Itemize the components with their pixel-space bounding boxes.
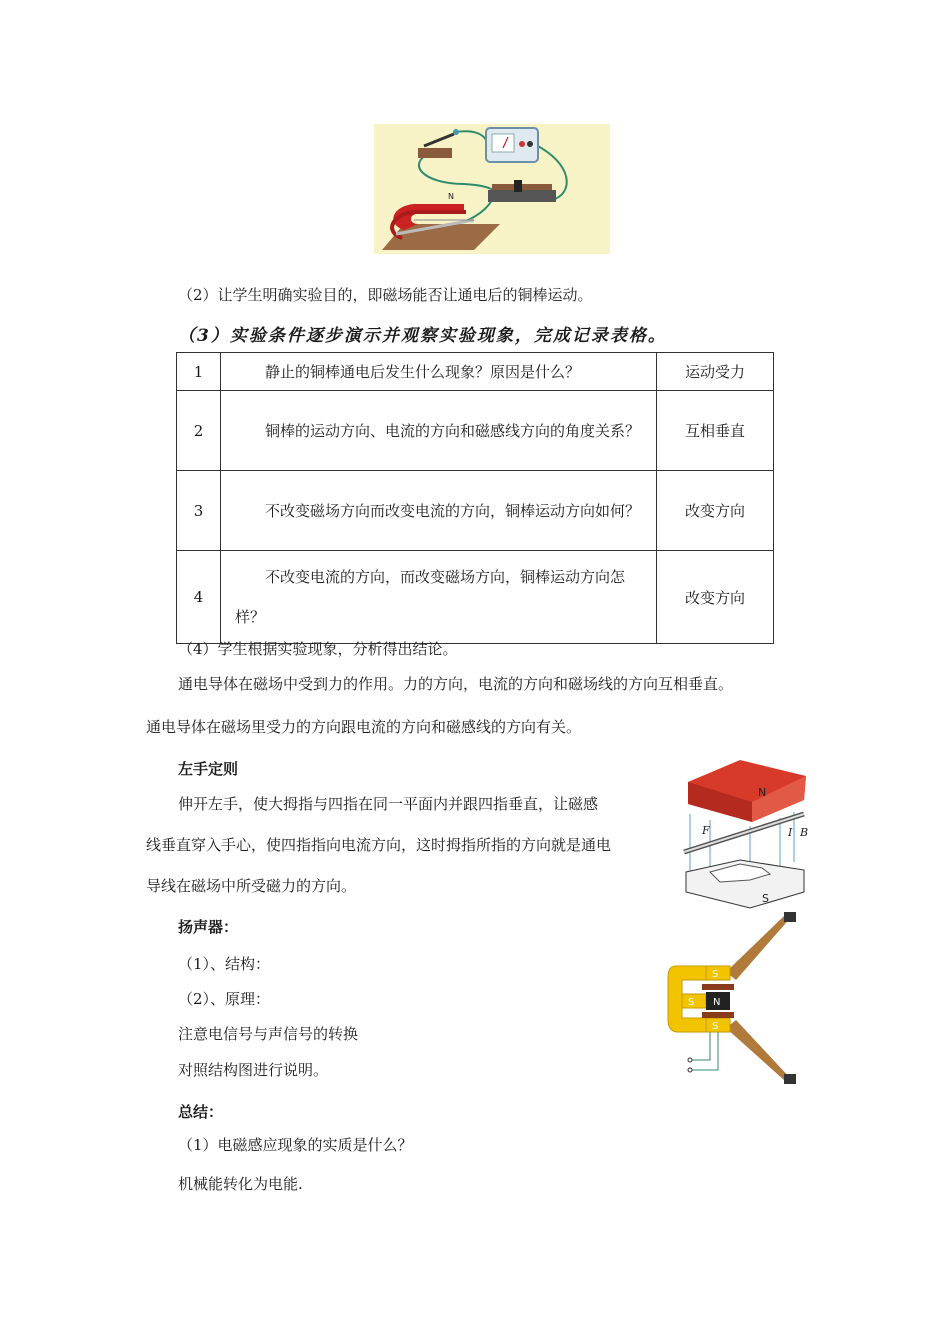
row-number: 4 [177,551,221,644]
summary-question: （1）电磁感应现象的实质是什么？ [178,1136,413,1154]
speaker-item-1: （1）、结构： [178,955,271,973]
row-answer: 改变方向 [657,551,774,644]
table-row [177,353,774,391]
speaker-s-top-label: S [712,969,719,980]
left-hand-line-1: 伸开左手，使大拇指与四指在同一平面内并跟四指垂直，让磁感 [178,795,599,813]
row-question: 不改变电流的方向，而改变磁场方向，铜棒运动方向怎样？ [221,551,657,644]
lhr-n-label: N [758,786,767,799]
conclusion-line-1: 通电导体在磁场中受到力的作用。力的方向，电流的方向和磁场线的方向互相垂直。 [178,675,734,693]
left-hand-line-2: 线垂直穿入手心，使四指指向电流方向，这时拇指所指的方向就是通电 [146,836,612,854]
left-hand-line-3: 导线在磁场中所受磁力的方向。 [146,877,357,895]
lhr-b-label: B [800,826,809,839]
row-answer: 互相垂直 [657,391,774,471]
row-number: 1 [177,353,221,391]
speaker-title: 扬声器： [178,918,239,936]
lhr-i-label: I [788,826,793,839]
left-hand-rule-figure [680,752,812,916]
step4-text: （4）学生根据实验现象，分析得出结论。 [178,640,458,658]
record-table [176,352,774,644]
lhr-s-label: S [762,892,769,905]
lhr-f-label: F [702,824,710,837]
speaker-item-4: 对照结构图进行说明。 [178,1061,329,1079]
apparatus-n-label: N [448,192,454,201]
row-answer: 运动受力 [657,353,774,391]
summary-title: 总结： [178,1103,224,1121]
row-number: 2 [177,391,221,471]
conclusion-line-2: 通电导体在磁场里受力的方向跟电流的方向和磁感线的方向有关。 [146,718,582,736]
speaker-s-left-label: S [688,997,695,1008]
speaker-structure-figure [666,910,800,1090]
row-question: 静止的铜棒通电后发生什么现象？原因是什么？ [221,353,657,391]
step3-heading: （3）实验条件逐步演示并观察实验现象，完成记录表格。 [178,326,667,346]
row-question: 铜棒的运动方向、电流的方向和磁感线方向的角度关系？ [221,391,657,471]
row-answer: 改变方向 [657,471,774,551]
speaker-n-label: N [713,997,721,1008]
table-row [177,471,774,551]
speaker-item-3: 注意电信号与声信号的转换 [178,1025,359,1043]
step2-text: （2）让学生明确实验目的，即磁场能否让通电后的铜棒运动。 [178,286,593,304]
row-number: 3 [177,471,221,551]
row-question: 不改变磁场方向而改变电流的方向，铜棒运动方向如何？ [221,471,657,551]
left-hand-rule-title: 左手定则 [178,760,239,778]
table-row [177,391,774,471]
table-row [177,551,774,644]
speaker-s-bottom-label: S [712,1021,719,1032]
summary-answer: 机械能转化为电能. [178,1175,303,1193]
apparatus-figure [374,124,610,254]
speaker-item-2: （2）、原理： [178,990,271,1008]
